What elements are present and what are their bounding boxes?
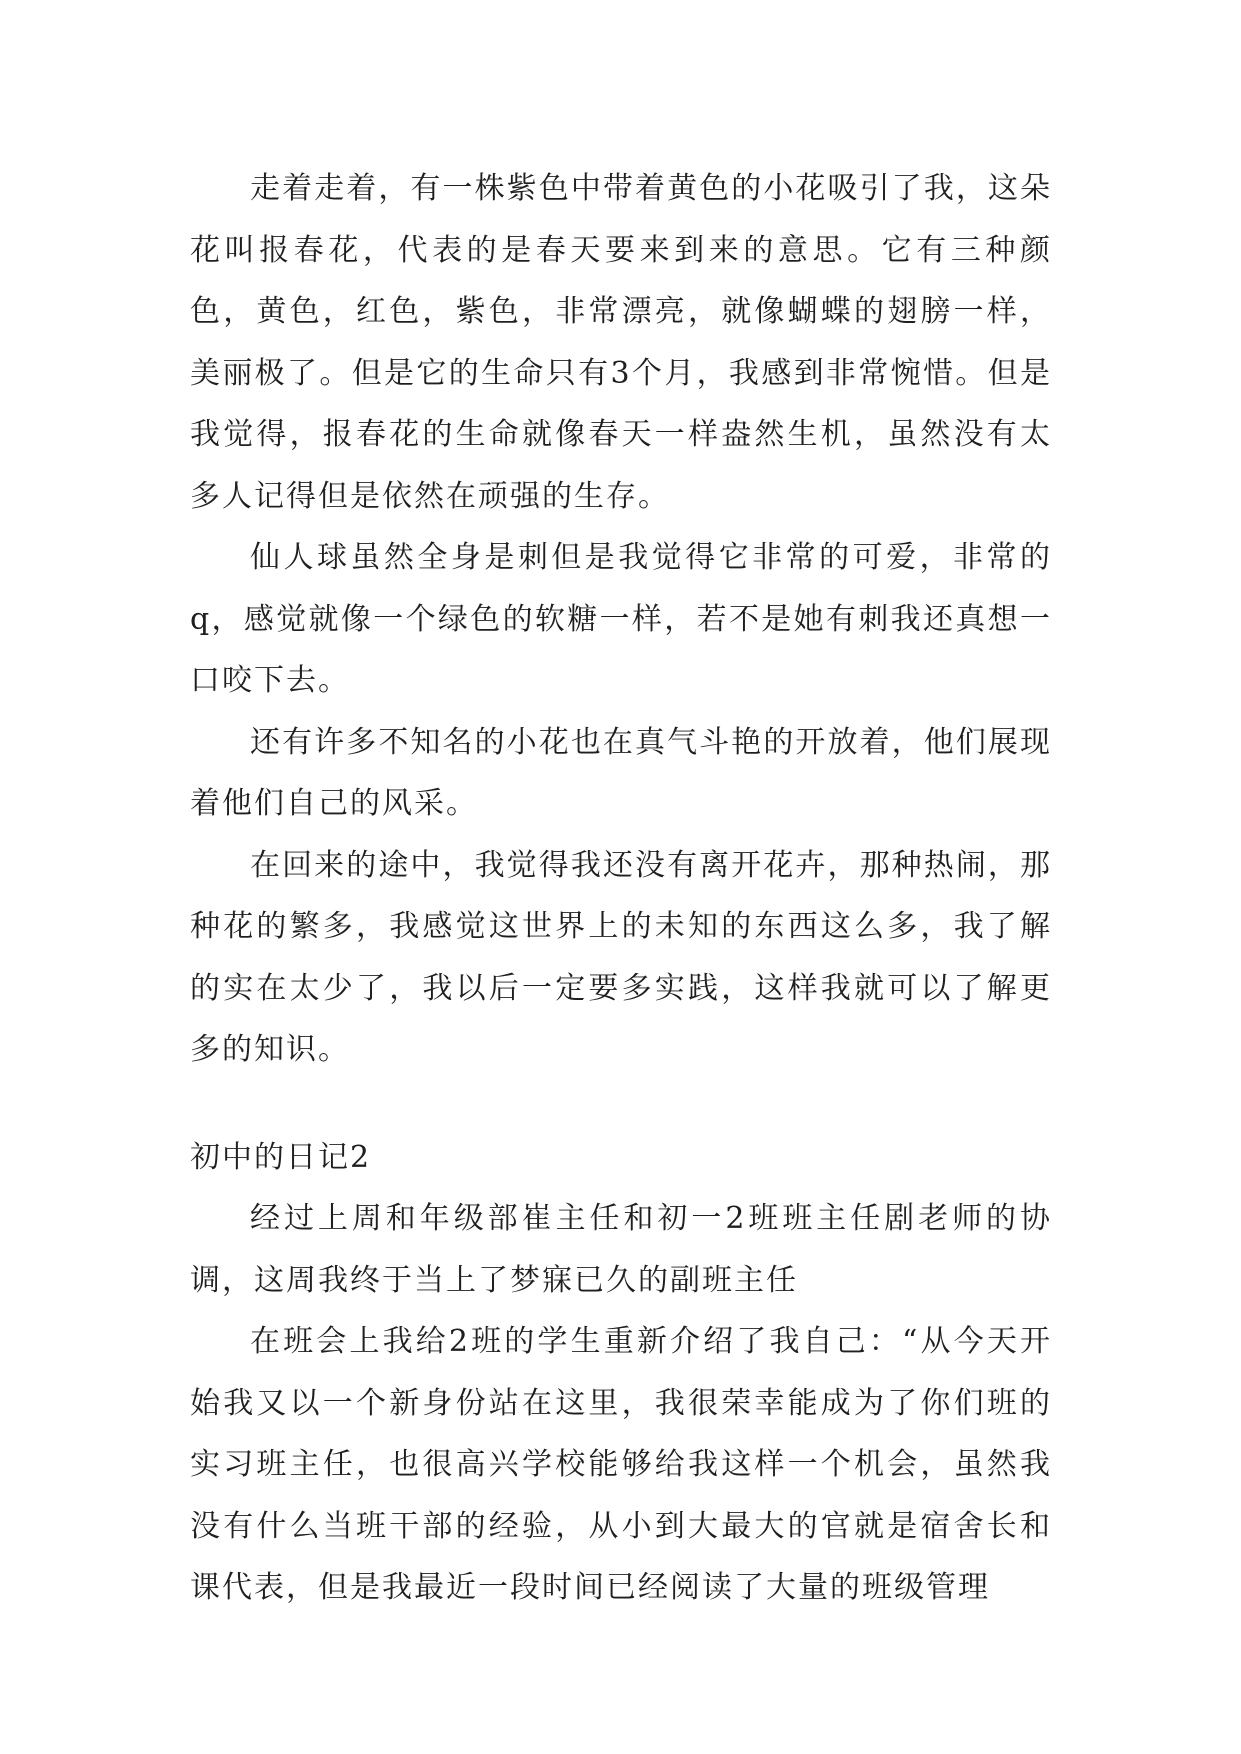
paragraph-assistant-teacher: 经过上周和年级部崔主任和初一2班班主任剧老师的协调，这周我终于当上了梦寐已久的副班主任 [190,1201,1052,1298]
paragraph-unknown-flowers: 还有许多不知名的小花也在真气斗艳的开放着，他们展现着他们自己的风采。 [190,724,1052,821]
section-title: 初中的日记2 [190,1139,372,1175]
document-body [190,158,1052,1619]
paragraph-primrose: 走着走着，有一株紫色中带着黄色的小花吸引了我，这朵花叫报春花，代表的是春天要来到来的意思。它有三种颜色，黄色，红色，紫色，非常漂亮，就像蝴蝶的翅膀一样，美丽极了。但是它的生命只有3个月，我感到非常惋惜。但是我觉得，报春花的生命就像春天一样盎然生机，虽然没有太多人记得但是依然在顽强的生存。 [190,171,1052,514]
paragraph-class-meeting: 在班会上我给2班的学生重新介绍了我自己：“从今天开始我又以一个新身份站在这里，我很荣幸能成为了你们班的实习班主任，也很高兴学校能够给我这样一个机会，虽然我没有什么当班干部的经验，从小到大最大的官就是宿舍长和课代表，但是我最近一段时间已经阅读了大量的班级管理 [190,1324,1052,1605]
paragraph-cactus: 仙人球虽然全身是刺但是我觉得它非常的可爱，非常的q，感觉就像一个绿色的软糖一样，若不是她有刺我还真想一口咬下去。 [190,540,1052,698]
paragraph-return-trip: 在回来的途中，我觉得我还没有离开花卉，那种热闹，那种花的繁多，我感觉这世界上的未知的东西这么多，我了解的实在太少了，我以后一定要多实践，这样我就可以了解更多的知识。 [190,847,1052,1067]
